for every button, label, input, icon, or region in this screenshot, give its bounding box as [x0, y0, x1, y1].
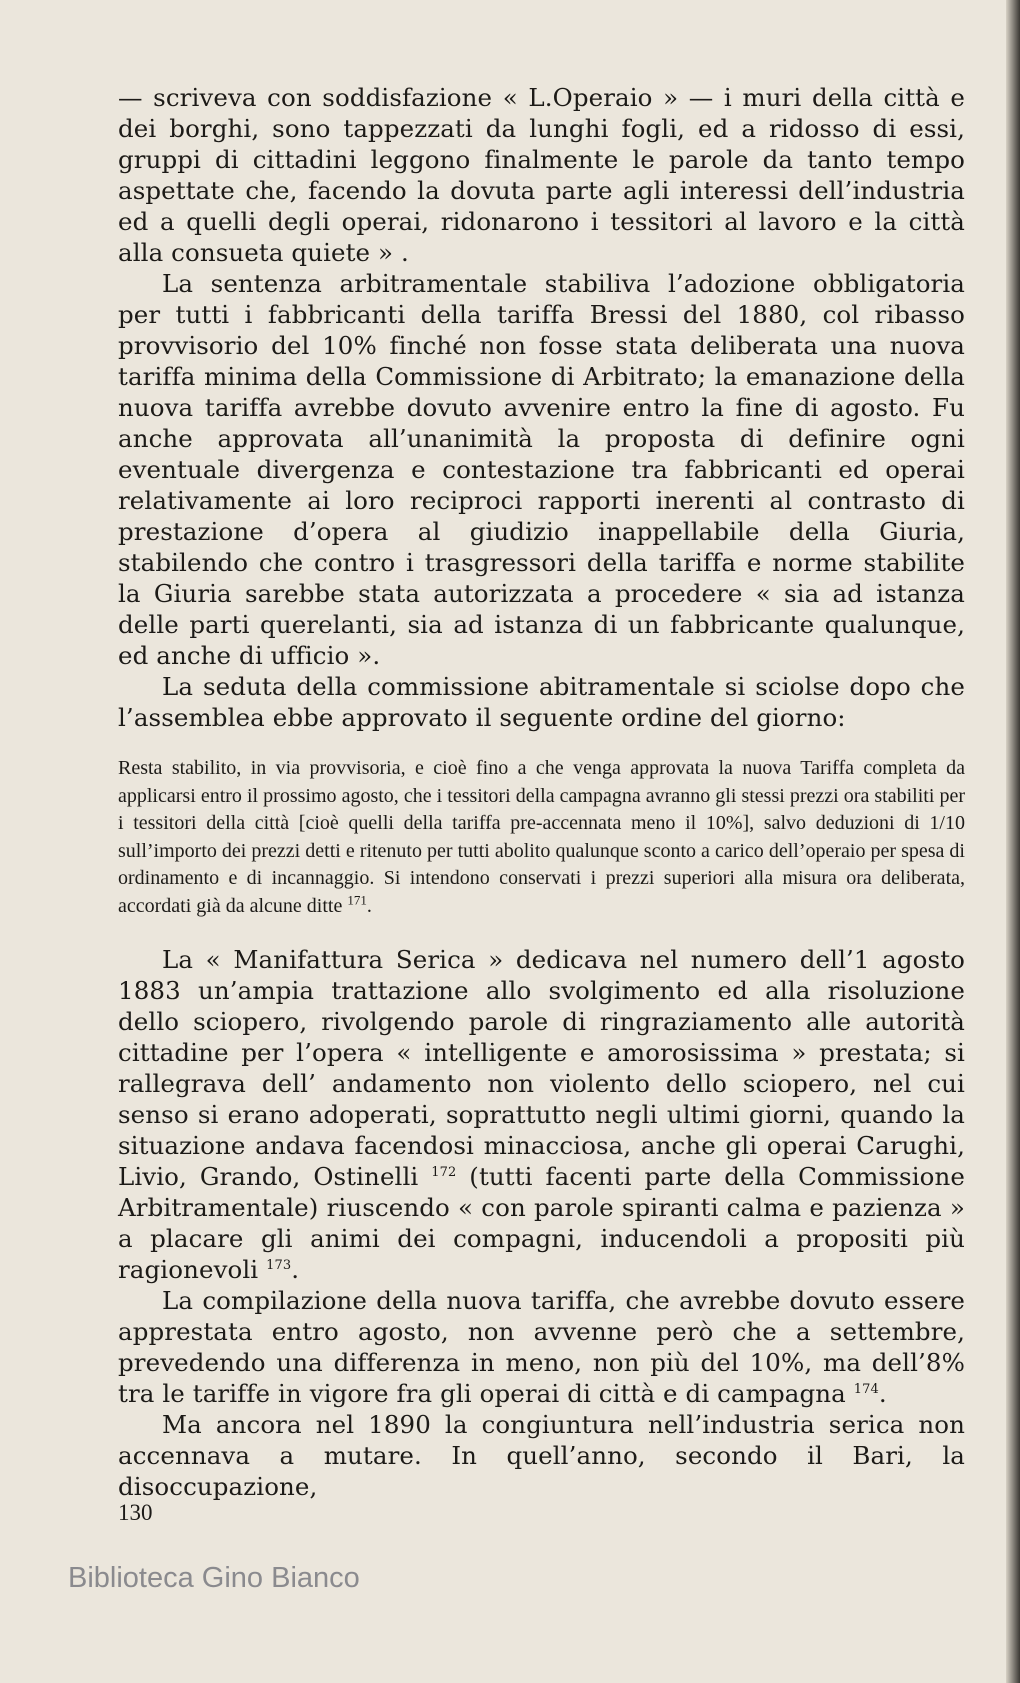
footnote-ref-171: 171 — [347, 891, 367, 907]
paragraph-6: Ma ancora nel 1890 la congiuntura nell’industria serica non accennava a mutare. In quell’anno, secondo il Bari, la disoccupazione, — [118, 1410, 965, 1501]
paragraph-5-end: . — [878, 1379, 887, 1408]
paragraph-4-part-1: La « Manifattura Serica » dedicava nel numero dell’1 agosto 1883 un’ampia trattazione allo svolgimento ed alla risoluzione dello sciopero, rivolgendo parole di ringraziamento alle autorità cittadine per l’opera « intelligente e amorosissima » prestata; si rallegrava dell’ andamento non violento dello sciopero, nel cui senso si erano adoperati, soprattutto negli ultimi giorni, quando la situazione andava facendosi minacciosa, anche gli operai Carughi, Livio, Grando, Ostinelli — [118, 945, 965, 1191]
footnote-ref-173: 173 — [266, 1257, 292, 1273]
page-number: 130 — [118, 1500, 153, 1525]
footnote-ref-174: 174 — [853, 1381, 879, 1397]
paragraph-5 — [118, 1285, 965, 1409]
paragraph-2: La sentenza arbitramentale stabiliva l’adozione obbligatoria per tutti i fabbricanti della tariffa Bressi del 1880, col ribasso provvisorio del 10% finché non fosse stata deliberata una nuova tariffa minima della Commissione di Arbitrato; la emanazione della nuova tariffa avrebbe dovuto avvenire entro la fine di agosto. Fu anche approvata all’unanimità la proposta di definire ogni eventuale divergenza e contestazione tra fabbricanti ed operai relativamente ai loro reciproci rapporti inerenti al contrasto di prestazione d’opera al giudizio inappellabile della Giuria, stabilendo che contro i trasgressori della tariffa e norme stabilite la Giuria sarebbe stata autorizzata a procedere « sia ad istanza delle parti querelanti, sia ad istanza di un fabbricante qualunque, ed anche di ufficio ». — [118, 269, 965, 670]
paragraph-4 — [118, 944, 965, 1285]
paragraph-4-part-2: (tutti facenti parte della Commissione Arbitramentale) riuscendo « con parole spiranti calma e pazienza » a placare gli animi dei compagni, inducendoli a propositi più ragionevoli — [118, 1162, 965, 1284]
paragraph-5-text: La compilazione della nuova tariffa, che avrebbe dovuto essere apprestata entro agosto, non avvenne però che a settembre, prevedendo una differenza in meno, non più del 10%, ma dell’8% tra le tariffe in vigore fra gli operai di città e di campagna — [118, 1286, 965, 1408]
book-page — [118, 82, 965, 1502]
paragraph-1: — scriveva con soddisfazione « L.Operaio » — i muri della città e dei borghi, sono tappezzati da lunghi fogli, ed a ridosso di essi, gruppi di cittadini leggono finalmente le parole da tanto tempo aspettate che, facendo la dovuta parte agli interessi dell’industria ed a quelli degli operai, ridonarono i tessitori al lavoro e la città alla consueta quiete » . — [118, 83, 965, 267]
library-watermark: Biblioteca Gino Bianco — [68, 1562, 360, 1594]
paragraph-3: La seduta della commissione abitramentale si sciolse dopo che l’assemblea ebbe approvato il seguente ordine del giorno: — [118, 672, 965, 732]
block-quote-end: . — [366, 894, 372, 917]
block-quote — [118, 755, 965, 920]
paragraph-4-end: . — [291, 1255, 300, 1284]
page-edge-shadow — [1006, 0, 1020, 1683]
footnote-ref-172: 172 — [431, 1164, 457, 1180]
block-quote-text: Resta stabilito, in via provvisoria, e cioè fino a che venga approvata la nuova Tariffa completa da applicarsi entro il prossimo agosto, che i tessitori della campagna avranno gli stessi prezzi ora stabiliti per i tessitori della città [cioè quelli della tariffa pre-accennata meno il 10%], salvo deduzioni di 1/10 sull’importo dei prezzi detti e ritenuto per tutti abolito qualunque sconto a carico dell’operaio per spesa di ordinamento e di incannaggio. Si intendono conservati i prezzi superiori alla misura ora deliberata, accordati già da alcune ditte — [118, 757, 965, 917]
